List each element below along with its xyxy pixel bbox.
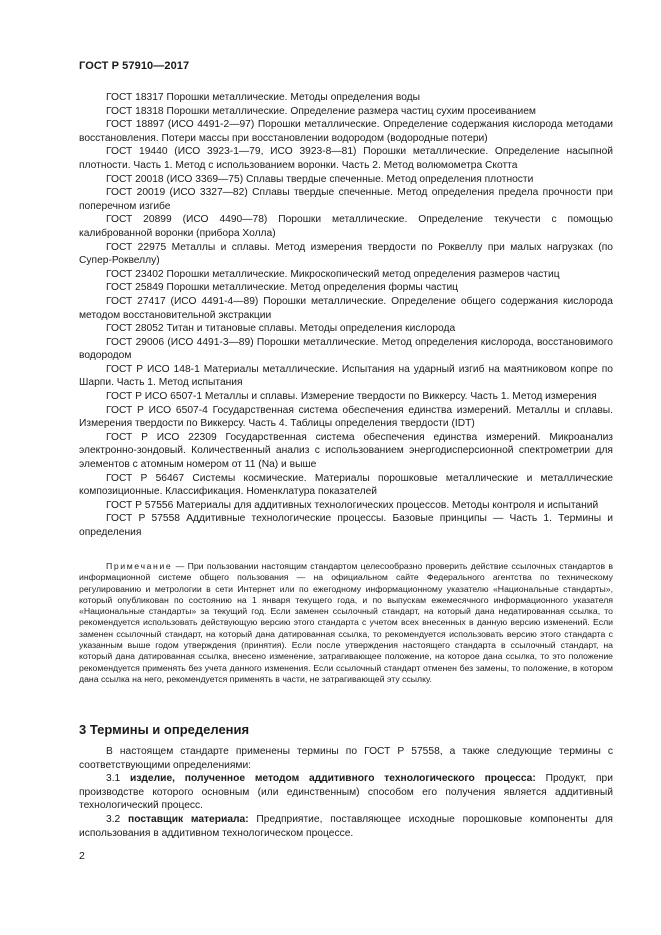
- reference-item: ГОСТ 20899 (ИСО 4490—78) Порошки металлические. Определение текучести с помощью калиброванной воронки (прибора Холла): [79, 214, 613, 239]
- reference-item: ГОСТ 18317 Порошки металлические. Методы определения воды: [106, 92, 421, 103]
- reference-item: ГОСТ Р ИСО 6507-1 Металлы и сплавы. Измерение твердости по Виккерсу. Часть 1. Метод измерения: [106, 391, 597, 403]
- reference-item: ГОСТ Р 57556 Материалы для аддитивных технологических процессов. Методы контроля и испытаний: [106, 499, 599, 511]
- term-name: поставщик материала:: [128, 813, 249, 825]
- reference-item: ГОСТ Р 56467 Системы космические. Материалы порошковые металлические и металлические композиционные. Классификация. Номенклатура показателей: [79, 472, 613, 498]
- reference-item: ГОСТ Р 57558 Аддитивные технологические процессы. Базовые принципы — Часть 1. Термины и определения: [79, 513, 613, 538]
- reference-item: ГОСТ 18318 Порошки металлические. Определение размера частиц сухим просеиванием: [106, 105, 536, 117]
- term-definition: Предприятие, поставляющее исходные порошковые компоненты для использования в аддитивном технологическом процессе.: [79, 813, 613, 839]
- normative-references-list: [79, 91, 613, 540]
- section-intro: В настоящем стандарте применены термины по ГОСТ Р 57558, а также следующие термины с соответствующими определениями:: [79, 746, 613, 771]
- note-label: Примечание: [106, 561, 173, 571]
- reference-item: ГОСТ Р ИСО 22309 Государственная система обеспечения единства измерений. Микроанализ электронно-зондовый. Количественный анализ с использованием энергодисперсионной спектрометрии для элементов с атомным номером от 11 (Na) и выше: [79, 431, 613, 471]
- reference-item: ГОСТ 19440 (ИСО 3923-1—79, ИСО 3923-8—81) Порошки металлические. Определение насыпной плотности. Часть 1. Метод с использованием воронки. Часть 2. Метод волюмометра Скотта: [79, 146, 613, 171]
- standard-header: ГОСТ Р 57910—2017: [79, 60, 190, 72]
- references-note: [79, 561, 613, 685]
- section-body: [79, 745, 613, 840]
- reference-item: ГОСТ Р ИСО 6507-4 Государственная система обеспечения единства измерений. Металлы и сплавы. Измерения твердости по Виккерсу. Часть 4. Таблицы определения твердости (IDT): [79, 404, 613, 430]
- term-entry: [79, 813, 613, 840]
- term-number: 3.1: [106, 773, 121, 785]
- term-number: 3.2: [106, 813, 121, 825]
- page-number: 2: [79, 850, 85, 862]
- reference-item: ГОСТ Р ИСО 148-1 Материалы металлические. Испытания на ударный изгиб на маятниковом копре по Шарпи. Часть 1. Метод испытания: [79, 363, 613, 389]
- term-entry: [79, 772, 613, 813]
- term-name: изделие, полученное методом аддитивного технологического процесса:: [130, 773, 536, 785]
- reference-item: ГОСТ 22975 Металлы и сплавы. Метод измерения твердости по Роквеллу при малых нагрузках (по Супер-Роквеллу): [79, 241, 613, 267]
- reference-item: ГОСТ 20018 (ИСО 3369—75) Сплавы твердые спеченные. Метод определения плотности: [106, 173, 534, 185]
- reference-item: ГОСТ 25849 Порошки металлические. Метод определения формы частиц: [106, 282, 459, 294]
- section-title: 3 Термины и определения: [79, 722, 250, 737]
- note-text: — При пользовании настоящим стандартом целесообразно проверить действие ссылочных стандартов в информационной системе общего пользования — на официальном сайте Федерального агентства по техническому регулированию и метрологии в сети Интернет или по ежегодному информационному указателю «Национальные стандарты», который опубликован по состоянию на 1 января текущего года, и по выпускам ежемесячного информационного указателя «Национальные стандарты» за текущий год. Если заменен ссылочный стандарт, на который дана недатированная ссылка, то рекомендуется использовать действующую версию этого стандарта с учетом всех внесенных в данную версию изменений. Если заменен ссылочный стандарт, на который дана датированная ссылка, то рекомендуется использовать версию этого стандарта с указанным выше годом утверждения (принятия). Если после утверждения настоящего стандарта в ссылочный стандарт, на который дана датированная ссылка, внесено изменение, затрагивающее положение, на которое дана ссылка, то это положение рекомендуется применять без учета данного изменения. Если ссылочный стандарт отменен без замены, то положение, в котором дана ссылка на него, рекомендуется применять в части, не затрагивающей эту ссылку.: [79, 561, 614, 684]
- reference-item: ГОСТ 23402 Порошки металлические. Микроскопический метод определения размеров частиц: [106, 268, 560, 280]
- term-definition: Продукт, при производстве которого основным (или единственным) способом его получения является аддитивный технологический процесс.: [79, 773, 613, 812]
- reference-item: ГОСТ 18897 (ИСО 4491-2—97) Порошки металлические. Определение содержания кислорода методами восстановления. Потери массы при восстановлении водородом (водородные потери): [79, 119, 613, 144]
- reference-item: ГОСТ 28052 Титан и титановые сплавы. Методы определения кислорода: [106, 323, 456, 335]
- reference-item: ГОСТ 20019 (ИСО 3327—82) Сплавы твердые спеченные. Метод определения предела прочности при поперечном изгибе: [79, 187, 613, 212]
- reference-item: ГОСТ 29006 (ИСО 4491-3—89) Порошки металлические. Метод определения кислорода, восстановимого водородом: [79, 336, 613, 362]
- reference-item: ГОСТ 27417 (ИСО 4491-4—89) Порошки металлические. Определение общего содержания кислорода методом восстановительной экстракции: [79, 295, 613, 321]
